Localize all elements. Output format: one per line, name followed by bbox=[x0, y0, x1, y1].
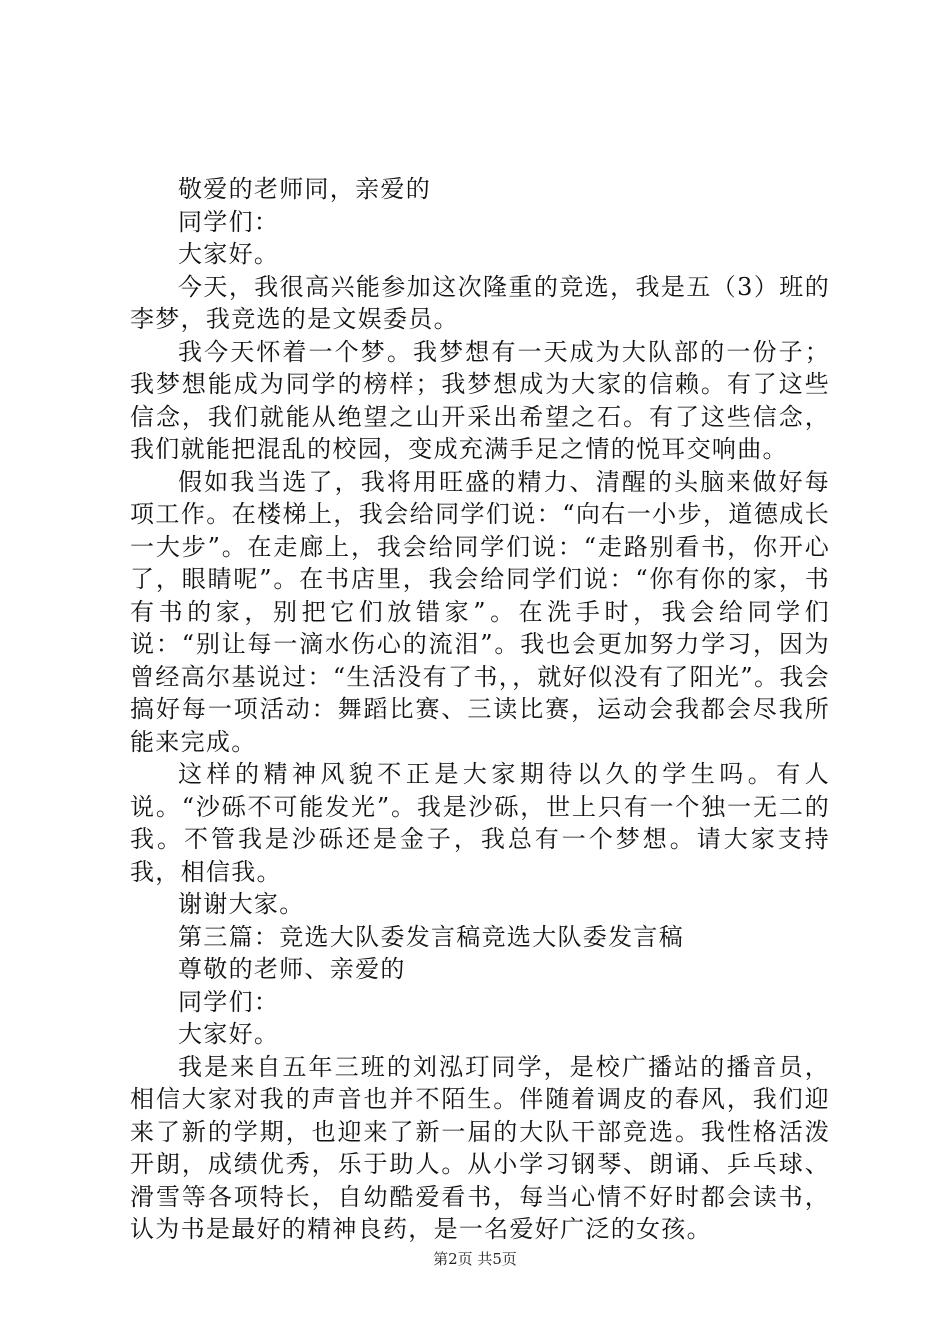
paragraph-spirit: 这样的精神风貌不正是大家期待以久的学生吗。有人说。“沙砾不可能发光”。我是沙砾，世上只有一个独一无二的我。不管我是沙砾还是金子，我总有一个梦想。请大家支持我，相信我。 bbox=[130, 760, 830, 886]
greeting: 大家好。 bbox=[178, 240, 280, 268]
closing-thanks: 谢谢大家。 bbox=[178, 890, 305, 918]
salutation-continued: 同学们： bbox=[178, 207, 280, 236]
paragraph-self-intro: 我是来自五年三班的刘泓玎同学，是校广播站的播音员，相信大家对我的声音也并不陌生。伴随着调皮的春风，我们迎来了新的学期，也迎来了新一届的大队干部竞选。我性格活泼开朗，成绩优秀，乐于助人。从小学习钢琴、朗诵、乒乓球、滑雪等各项特长，自幼酷爱看书，每当心情不好时都会读书，认为书是最好的精神良药，是一名爱好广泛的女孩。 bbox=[130, 1052, 830, 1243]
section-heading: 第三篇：竞选大队委发言稿竞选大队委发言稿 bbox=[178, 922, 684, 951]
page-number-footer: 第2页 共5页 bbox=[433, 1250, 517, 1268]
salutation: 敬爱的老师同，亲爱的 bbox=[178, 175, 431, 203]
salutation-2-continued: 同学们： bbox=[178, 987, 280, 1016]
paragraph-plan: 假如我当选了，我将用旺盛的精力、清醒的头脑来做好每项工作。在楼梯上，我会给同学们说：“向右一小步，道德成长一大步”。在走廊上，我会给同学们说：“走路别看书，你开心了，眼睛呢”。在书店里，我会给同学们说：“你有你的家，书有书的家，别把它们放错家”。在洗手时，我会给同学们说：“别让每一滴水伤心的流泪”。我也会更加努力学习，因为曾经高尔基说过：“生活没有了书，，就好似没有了阳光”。我会搞好每一项活动：舞蹈比赛、三读比赛，运动会我都会尽我所能来完成。 bbox=[130, 467, 830, 756]
paragraph-dream: 我今天怀着一个梦。我梦想有一天成为大队部的一份子；我梦想能成为同学的榜样；我梦想成为大家的信赖。有了这些信念，我们就能从绝望之山开采出希望之石。有了这些信念，我们就能把混乱的校园，变成充满手足之情的悦耳交响曲。 bbox=[130, 337, 830, 463]
salutation-2: 尊敬的老师、亲爱的 bbox=[178, 955, 406, 983]
paragraph-intro: 今天，我很高兴能参加这次隆重的竞选，我是五（3）班的李梦，我竞选的是文娱委员。 bbox=[130, 272, 830, 333]
document-body bbox=[130, 173, 830, 1246]
greeting-2: 大家好。 bbox=[178, 1020, 280, 1048]
